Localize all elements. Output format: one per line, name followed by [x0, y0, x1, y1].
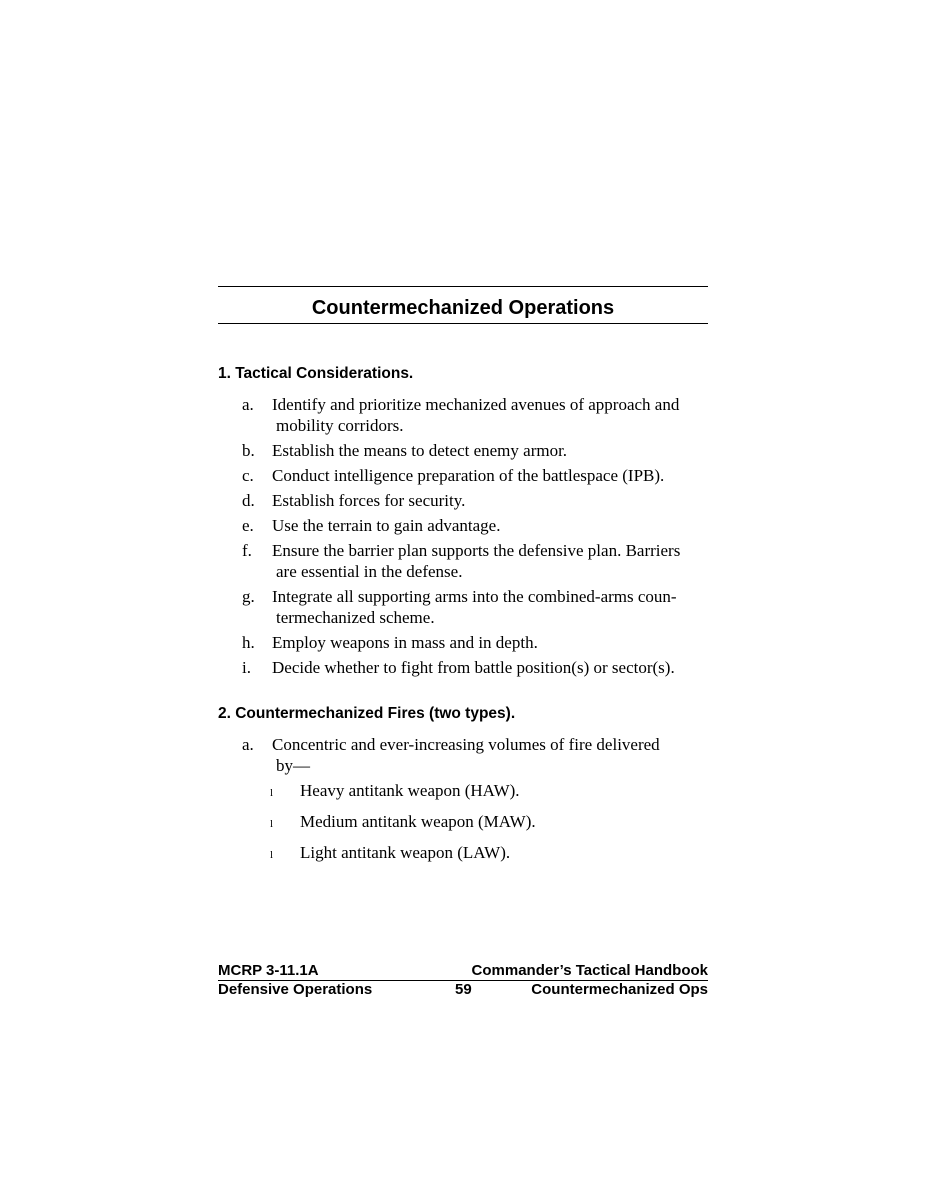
list-item [242, 490, 708, 511]
item-letter: h. [242, 633, 255, 652]
countermechanized-fires-list [218, 734, 708, 866]
item-letter: e. [242, 516, 254, 535]
page-content [218, 286, 708, 866]
list-item [242, 586, 708, 628]
publication-number: MCRP 3-11.1A [218, 962, 319, 979]
bullet-text: Heavy antitank weapon (HAW). [300, 781, 520, 800]
handbook-title: Commander’s Tactical Handbook [471, 962, 708, 979]
list-item [242, 734, 708, 776]
item-text: Conduct intelligence preparation of the battlespace (IPB). [272, 466, 665, 485]
bullet-text: Light antitank weapon (LAW). [300, 843, 511, 862]
item-text-continued: by— [276, 756, 310, 775]
bullet-item [270, 811, 708, 835]
item-letter: b. [242, 441, 255, 460]
item-text: Decide whether to fight from battle position(s) or sector(s). [272, 658, 675, 677]
item-text: Use the terrain to gain advantage. [272, 516, 501, 535]
list-item [242, 657, 708, 678]
item-text: Employ weapons in mass and in depth. [272, 633, 538, 652]
item-text: Ensure the barrier plan supports the defensive plan. Barriers [272, 541, 681, 560]
list-item [242, 540, 708, 582]
item-letter: f. [242, 541, 252, 560]
list-item [242, 394, 708, 436]
page-footer [218, 962, 708, 999]
list-item [242, 515, 708, 536]
item-text-continued: mobility corridors. [276, 416, 404, 435]
item-text-continued: are essential in the defense. [276, 562, 463, 581]
bullet-mark: l [270, 818, 274, 830]
item-text: Establish forces for security. [272, 491, 466, 510]
bullet-item [270, 780, 708, 804]
section-2-heading: 2. Countermechanized Fires (two types). [218, 705, 516, 722]
section-name: Countermechanized Ops [531, 981, 708, 998]
item-text: Concentric and ever-increasing volumes of fire delivered [272, 735, 660, 754]
bullet-mark: l [270, 787, 274, 799]
page-number: 59 [455, 981, 472, 998]
tactical-considerations-list [218, 394, 708, 678]
footer-top-row [218, 962, 708, 980]
item-letter: i. [242, 658, 251, 677]
section-1-heading: 1. Tactical Considerations. [218, 365, 414, 382]
item-letter: a. [242, 395, 254, 414]
chapter-name: Defensive Operations [218, 981, 373, 998]
item-text-continued: termechanized scheme. [276, 608, 435, 627]
list-item [242, 632, 708, 653]
item-text: Establish the means to detect enemy armor. [272, 441, 568, 460]
page-title: Countermechanized Operations [311, 297, 615, 319]
item-letter: a. [242, 735, 254, 754]
item-text: Identify and prioritize mechanized avenues of approach and [272, 395, 680, 414]
bullet-item [270, 842, 708, 866]
list-item [242, 465, 708, 486]
item-text: Integrate all supporting arms into the combined-arms coun- [272, 587, 677, 606]
item-letter: d. [242, 491, 255, 510]
bullet-mark: l [270, 849, 274, 861]
footer-bottom-row [218, 981, 708, 999]
item-letter: g. [242, 587, 255, 606]
bullet-text: Medium antitank weapon (MAW). [300, 812, 536, 831]
list-item [242, 440, 708, 461]
item-letter: c. [242, 466, 254, 485]
